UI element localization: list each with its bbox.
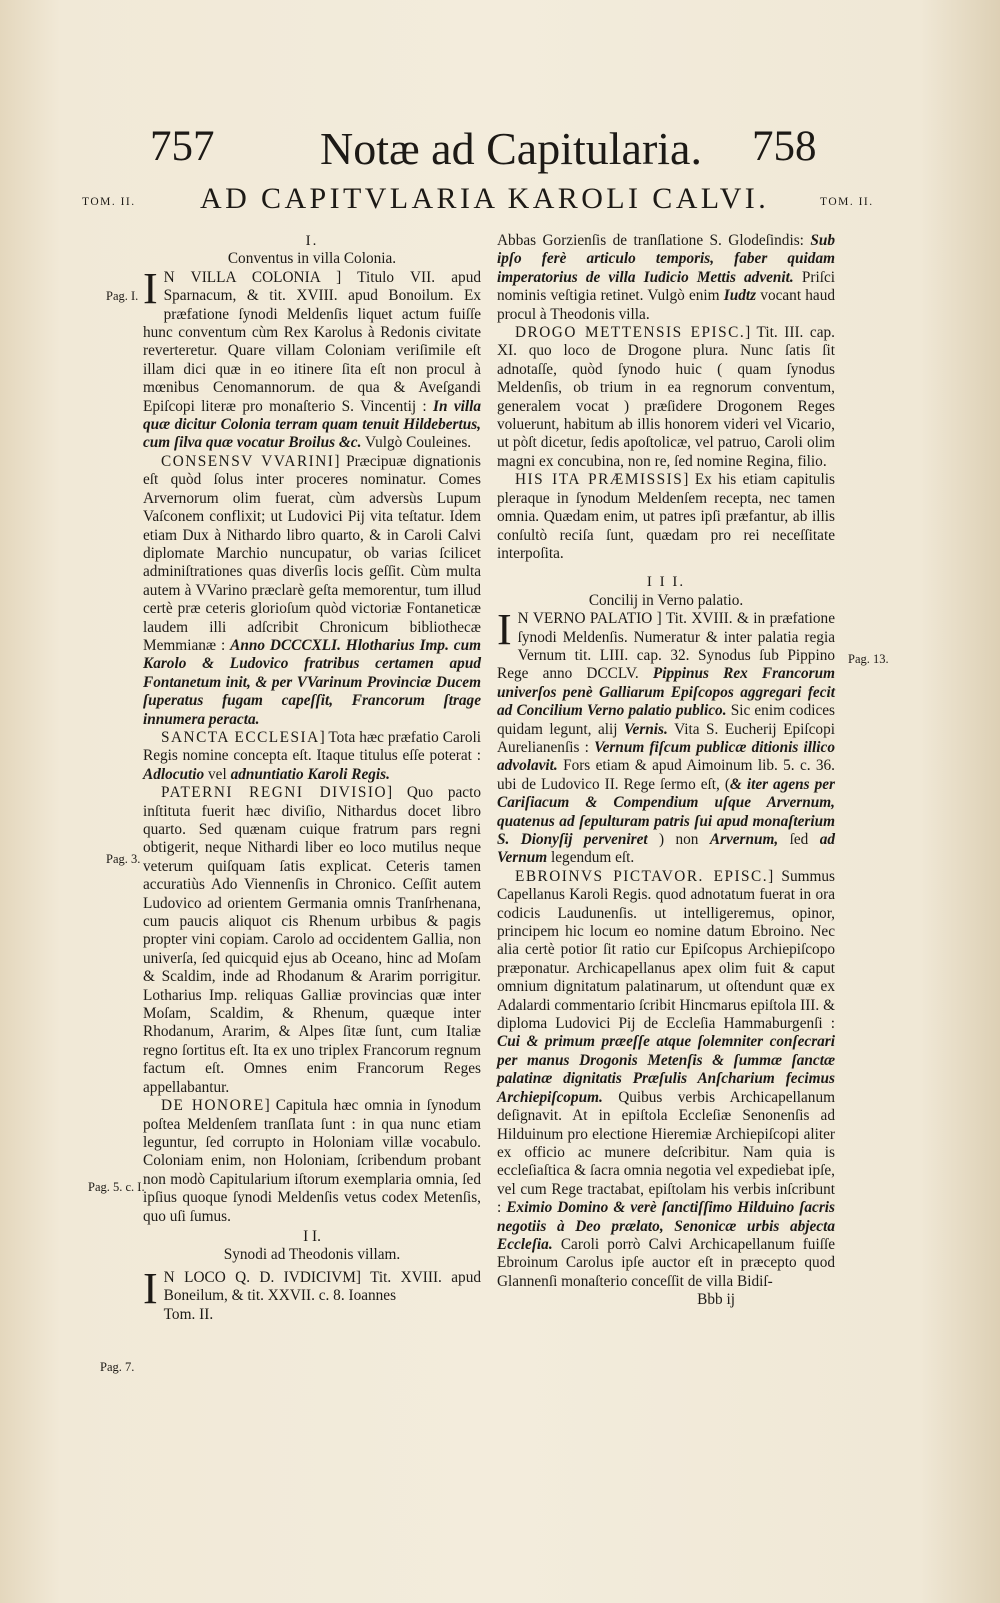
paragraph: CONSENSV VVARINI] Præcipuæ dignationis eſt quòd ſolus inter proceres nominatur. Comes Arvernorum olim fuerat, cùm adversùs Lupum Vaſconem conflixit; ut Ludovici Pij vita teſtatur. Idem etiam Dux à Nithardo libro quarto, & in Caroli Calvi diplomate Marchio nuncupatur, ob varias ſcilicet adminiſtrationes quas diverſis locis geſſit. Cùm multa autem à VVarino præclarè geſta memorentur, tum illud certè præ ceteris glorioſum quòd victoriæ Fontaneticæ laudem illi adſcribit Chronicum bibliothecæ Memmianæ : Anno DCCCXLI. Hlotharius Imp. cum Karolo & Ludovico fratribus certamen apud Fontanetum init, & per VVarinum Provinciæ Ducem ſuperatus fugam capeſſit, Francorum ſtrage innumera peracta. xyxy=(143,452,481,728)
section-subtitle: Synodi ad Theodonis villam. xyxy=(223,1246,401,1264)
paragraph: HIS ITA PRÆMISSIS] Ex his etiam capitulis pleraque in ſynodum Meldenſem recepta, nec tamen omnia. Quædam enim, ut patres ipſi præfantur, ab illis conſultò reciſa ſunt, quædam pro rei neceſſitate interpoſita. xyxy=(497,471,835,562)
drop-cap: I xyxy=(143,1263,158,1313)
page-number-right: 758 xyxy=(752,123,817,170)
margin-note: Pag. 5. c. I. xyxy=(88,1180,145,1194)
margin-note: Pag. 7. xyxy=(100,1360,135,1374)
paragraph: EBROINVS PICTAVOR. EPISC.] Summus Capellanus Karoli Regis. quod adnotatum fuerat in ora codicis Laudunenſis. ut intelligeremus, opinor, principem hic locum eo nomine datum Ebroino. Nec alia certè potior ſit ratio cur Epiſcopus Archiepiſcopo præponatur. Archicapellanus apex olim fuit & caput omnium dignitatum palatinarum, ut oſtendunt quæ ex Adalardi commentario ſcribit Hincmarus epiſtola III. & diploma Ludovici Pij de Eccleſia Hammaburgenſi : Cui & primum præeſſe atque ſolemniter conſecrari per manus Drogonis Metenſis & ſummæ ſanctæ palatinæ dignitatis Præſulis Anſcharium fecimus Archiepiſcopum. Quibus verbis Archicapellanum deſignavit. At in epiſtola Eccleſiæ Senonenſis ad Hilduinum pro electione Hieremiæ Archiepiſcopi aliter ex officio ac munere deſcribitur. Nam quia is eccleſiaſtica & ſacra omnia negotia vel expediebat ipſe, vel cum Rege tractabat, epiſtolam his verbis inſcribunt : Eximio Domino & verè ſanctiſſimo Hilduino ſacris negotiis à Deo prælato, Senonicæ urbis abjecta Eccleſia. Caroli porrò Calvi Archicapellanum fuiſſe Ebroinum Carolus ipſe auctor eſt in præcepto quod Glannenſi monaſterio conceſſit de villa Bidiſ- xyxy=(497,867,835,1290)
paragraph: I N VERNO PALATIO ] Tit. XVIII. & in præfatione ſynodi Meldenſis. Numeratur & inter palatia regia Vernum tit. LIII. cap. 32. Synodus ſub Pippino Rege anno DCCLV. Pippinus Rex Francorum univerſos penè Galliarum Epiſcopos aggregari fecit ad Concilium Verno palatio publico. Sic enim codices quidam legunt, alij Vernis. Vita S. Eucherij Epiſcopi Aurelianenſis : Vernum fiſcum publicæ ditionis illico advolavit. Fors etiam & apud Aimoinum lib. 5. c. 36. ubi de Ludovico II. Rege ſermo eſt, (& iter agens per Cariſiacum & Compendium uſque Arvernum, quatenus ad ſepulturam patris ſui apud monaſterium S. Dionyſij perveniret ) non Arvernum, ſed ad Vernum legendum eſt. xyxy=(497,605,835,867)
margin-note: Pag. 13. xyxy=(848,652,889,666)
margin-note: Pag. I. xyxy=(106,289,139,303)
section-number: I. xyxy=(305,233,319,249)
section-subtitle: Conventus in villa Colonia. xyxy=(227,250,397,268)
section-title: AD CAPITVLARIA KAROLI CALVI. xyxy=(200,182,770,215)
paragraph: I N VILLA COLONIA ] Titulo VII. apud Sparnacum, & tit. XVIII. apud Bonoilum. Ex præfatione ſynodi Meldenſis liquet actum fuiſſe hunc conventum cùm Rex Karolus à Redonis civitate reverteretur. Quare villam Coloniam veriſimile eſt illam dici quæ in eo itinere ſita eſt non procul à mœnibus Cenomannorum. de qua & Aveſgandi Epiſcopi literæ pro monaſterio S. Vincentij : In villa quæ dicitur Colonia terram quam tenuit Hildebertus, cum ſilva quæ vocatur Broilus &c. Vulgò Couleines. xyxy=(143,263,482,452)
tom-label-left: TOM. II. xyxy=(82,196,136,208)
paragraph: PATERNI REGNI DIVISIO] Quo pacto inſtituta fuerit hæc diviſio, Nithardus docet libro quarto. Sed quænam cuique fratrum pars regni obtigerit, neque Nithardi liber eo loco mutilus neque veterum quiſquam ſatis explicat. Ceteris tamen accuratiùs Ado Viennenſis in Chronico. Ceſſit autem Ludovico ad orientem Germania omnis Tranſrhenana, cum paucis aliquot cis Rhenum urbibus & pagis propter vini copiam. Carolo ad occidentem Gallia, non univerſa, ſed quicquid ejus ab Oceano, hinc ad Moſam & Scaldim, inde ad Rhodanum & Ararim porrigitur. Lotharius Imp. reliquas Galliæ provincias quæ inter Moſam, Scaldim, & Rhenum, quæque inter Rhodanum, Ararim, & Alpes ſitæ ſunt, cum Italiæ regno ſortitus eſt. Ita ex uno triplex Francorum regnum factum eſt. Omnes enim Francorum Reges appellabantur. xyxy=(143,784,481,1096)
running-title: Notæ ad Capitularia. xyxy=(320,123,702,174)
drop-cap: I xyxy=(143,263,158,313)
section-number: I I I. xyxy=(646,574,686,591)
paragraph: Abbas Gorzienſis de tranſlatione S. Glodeſindis: Sub ipſo ferè articulo temporis, faber quidam imperatorius de villa Iudicio Mettis advenit. Priſci nominis veſtigia retinet. Vulgò enim Iudtz vocant haud procul à Theodonis villa. xyxy=(497,232,836,323)
section-subtitle: Concilij in Verno palatio. xyxy=(588,591,744,609)
tom-label-right: TOM. II. xyxy=(820,196,874,208)
page-number-left: 757 xyxy=(150,123,215,170)
section-number: I I. xyxy=(303,1227,321,1245)
drop-cap: I xyxy=(497,605,512,655)
paragraph: DE HONORE] Capitula hæc omnia in ſynodum poſtea Meldenſem tranſlata ſunt : in qua nunc etiam leguntur, ſed corrupto in Holoniam villæ vocabulo. Coloniam enim, non Holoniam, ſcribendum probant non modò Capitularium iſtorum exemplaria omnia, ſed ipſius quoque ſynodi Meldenſis vetus codex Metenſis, quo uſi ſumus. xyxy=(143,1097,481,1225)
paragraph: I N LOCO Q. D. IVDICIVM] Tit. XVIII. apud Boneilum, & tit. XXVII. c. 8. Ioannes xyxy=(143,1263,481,1313)
right-column xyxy=(497,232,835,1310)
paragraph: DROGO METTENSIS EPISC.] Tit. III. cap. XI. quo loco de Drogone plura. Nunc ſatis ſit adnotaſſe, quòd ſynodo huic ( quam ſynodus Meldenſis, ob trium in ea regnorum conventum, generalem vocat ) præſidere Drogonem Reges voluerunt, habitum ab illis honorem videri vel Vicario, ut pòſt dicetur, ſedis apoſtolicæ, vel patruo, Caroli olim magni ex concubina, non re, ſed nomine Regina, filio. xyxy=(497,324,835,470)
margin-note: Pag. 3. xyxy=(106,852,141,866)
footer-tome: Tom. II. xyxy=(163,1305,214,1323)
signature-mark: Bbb ij xyxy=(697,1291,735,1309)
left-column xyxy=(143,232,481,1324)
paragraph: SANCTA ECCLESIA] Tota hæc præfatio Caroli Regis nomine concepta eſt. Itaque titulus eſſe poterat : Adlocutio vel adnuntiatio Karoli Regis. xyxy=(143,728,481,783)
